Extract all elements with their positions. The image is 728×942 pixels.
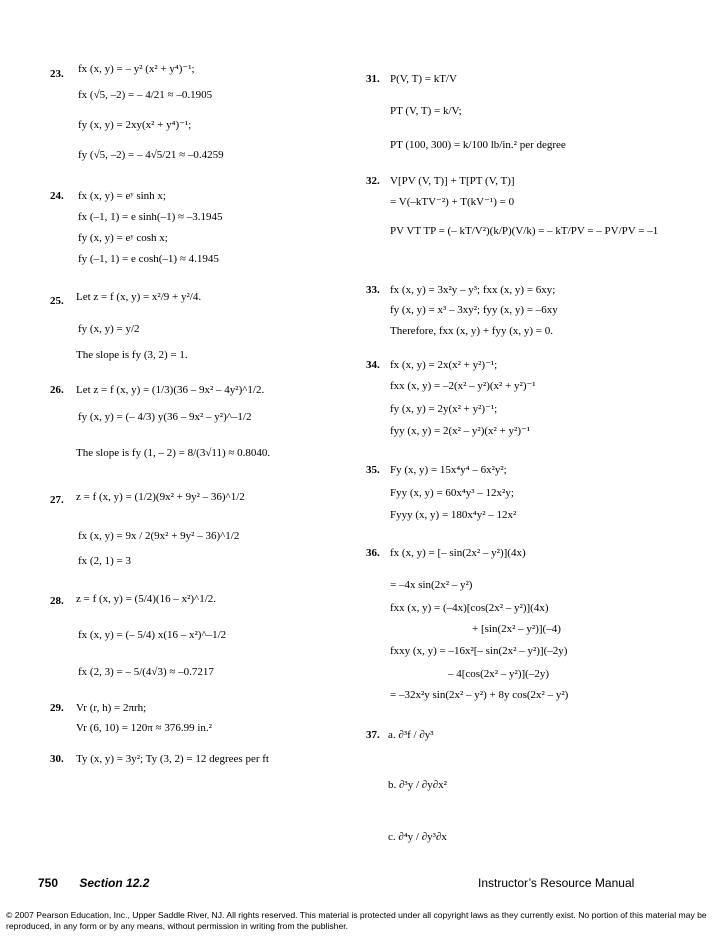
problem-number: 36. bbox=[366, 547, 380, 559]
page-footer-left bbox=[38, 876, 149, 890]
problem-number: 30. bbox=[50, 753, 64, 765]
problem-number: 29. bbox=[50, 702, 64, 714]
solution-line: P(V, T) = kT/V bbox=[390, 73, 457, 85]
problem-number: 34. bbox=[366, 359, 380, 371]
solution-line: + [sin(2x² – y²)](–4) bbox=[472, 623, 561, 635]
solution-line: Ty (x, y) = 3y²; Ty (3, 2) = 12 degrees per ft bbox=[76, 753, 269, 765]
problem-number: 31. bbox=[366, 73, 380, 85]
solution-line: – 4[cos(2x² – y²)](–2y) bbox=[448, 668, 549, 680]
solution-line: fx (x, y) = eʸ sinh x; bbox=[78, 190, 166, 202]
solution-line: fx (2, 3) = – 5/(4√3) ≈ –0.7217 bbox=[78, 666, 214, 678]
problem-number: 28. bbox=[50, 595, 64, 607]
problem-number: 25. bbox=[50, 295, 64, 307]
solution-line: Let z = f (x, y) = (1/3)(36 – 9x² – 4y²)^1/2. bbox=[76, 384, 265, 396]
solution-line: Vr (r, h) = 2πrh; bbox=[76, 702, 147, 714]
solution-line: fy (–1, 1) = e cosh(–1) ≈ 4.1945 bbox=[78, 253, 219, 265]
solution-line: Fyy (x, y) = 60x⁴y³ – 12x²y; bbox=[390, 487, 514, 499]
solution-line: PT (V, T) = k/V; bbox=[390, 105, 462, 117]
solution-line: = –32x²y sin(2x² – y²) + 8y cos(2x² – y²) bbox=[390, 689, 569, 701]
copyright-notice: © 2007 Pearson Education, Inc., Upper Saddle River, NJ. All rights reserved. This material is protected under all copyright laws as they currently exist. No portion of this material may be reproduced, in any form or by any means, without permission in writing from the publisher. bbox=[6, 910, 707, 931]
solution-line: fx (x, y) = – y² (x² + y⁴)⁻¹; bbox=[78, 63, 195, 75]
solution-line: Vr (6, 10) = 120π ≈ 376.99 in.² bbox=[76, 722, 212, 734]
solution-line: fy (x, y) = y/2 bbox=[78, 323, 140, 335]
solution-line: fxx (x, y) = –2(x² – y²)(x² + y²)⁻¹ bbox=[390, 380, 536, 392]
solution-line: fx (x, y) = 2x(x² + y²)⁻¹; bbox=[390, 359, 498, 371]
solution-line: z = f (x, y) = (1/2)(9x² + 9y² – 36)^1/2 bbox=[76, 491, 245, 503]
solution-line: fx (x, y) = 9x / 2(9x² + 9y² – 36)^1/2 bbox=[78, 530, 240, 542]
problem-number: 35. bbox=[366, 464, 380, 476]
solution-line: Let z = f (x, y) = x²/9 + y²/4. bbox=[76, 291, 202, 303]
solution-line: fy (√5, –2) = – 4√5/21 ≈ –0.4259 bbox=[78, 149, 224, 161]
solution-line: Fyyy (x, y) = 180x⁴y² – 12x² bbox=[390, 509, 517, 521]
solution-line: fx (x, y) = [– sin(2x² – y²)](4x) bbox=[390, 547, 526, 559]
solution-line: fx (√5, –2) = – 4/21 ≈ –0.1905 bbox=[78, 89, 213, 101]
solution-line: PV VT TP = (– kT/V²)(k/P)(V/k) = – kT/PV = – PV/PV = –1 bbox=[390, 225, 659, 237]
solution-line: Fy (x, y) = 15x⁴y⁴ – 6x²y²; bbox=[390, 464, 507, 476]
problem-number: 23. bbox=[50, 68, 64, 80]
solution-line: V[PV (V, T)] + T[PT (V, T)] bbox=[390, 175, 515, 187]
problem-number: 32. bbox=[366, 175, 380, 187]
solution-line: fx (x, y) = 3x²y – y³; fxx (x, y) = 6xy; bbox=[390, 284, 556, 296]
problem-number: 37. bbox=[366, 729, 380, 741]
section-label: Section 12.2 bbox=[79, 876, 150, 890]
solution-line: fy (x, y) = (– 4/3) y(36 – 9x² – y²)^–1/2 bbox=[78, 411, 252, 423]
solution-line: fy (x, y) = eʸ cosh x; bbox=[78, 232, 168, 244]
solution-line: fy (x, y) = x³ – 3xy²; fyy (x, y) = –6xy bbox=[390, 304, 558, 316]
solution-line: The slope is fy (1, – 2) = 8/(3√11) ≈ 0.8040. bbox=[76, 447, 271, 459]
solution-line: fx (–1, 1) = e sinh(–1) ≈ –3.1945 bbox=[78, 211, 223, 223]
solution-line: PT (100, 300) = k/100 lb/in.² per degree bbox=[390, 139, 566, 151]
manual-title: Instructor’s Resource Manual bbox=[478, 876, 635, 890]
solution-line: a. ∂³f / ∂y³ bbox=[388, 729, 434, 741]
solution-line: z = f (x, y) = (5/4)(16 – x²)^1/2. bbox=[76, 593, 217, 605]
problem-number: 26. bbox=[50, 384, 64, 396]
solution-line: fx (2, 1) = 3 bbox=[78, 555, 131, 567]
solution-line: fyy (x, y) = 2(x² – y²)(x² + y²)⁻¹ bbox=[390, 425, 531, 437]
solution-line: fxx (x, y) = (–4x)[cos(2x² – y²)](4x) bbox=[390, 602, 549, 614]
solution-line: fxxy (x, y) = –16x²[– sin(2x² – y²)](–2y) bbox=[390, 645, 568, 657]
problem-number: 33. bbox=[366, 284, 380, 296]
solution-line: fy (x, y) = 2y(x² + y²)⁻¹; bbox=[390, 403, 498, 415]
solution-line: c. ∂⁴y / ∂y³∂x bbox=[388, 831, 447, 843]
solution-line: fx (x, y) = (– 5/4) x(16 – x²)^–1/2 bbox=[78, 629, 227, 641]
solution-line: b. ∂³y / ∂y∂x² bbox=[388, 779, 447, 791]
problem-number: 27. bbox=[50, 494, 64, 506]
solution-line: Therefore, fxx (x, y) + fyy (x, y) = 0. bbox=[390, 325, 553, 337]
solution-line: = V(–kTV⁻²) + T(kV⁻¹) = 0 bbox=[390, 196, 515, 208]
solution-line: fy (x, y) = 2xy(x² + y⁴)⁻¹; bbox=[78, 119, 192, 131]
solution-line: = –4x sin(2x² – y²) bbox=[390, 579, 473, 591]
problem-number: 24. bbox=[50, 190, 64, 202]
solution-line: The slope is fy (3, 2) = 1. bbox=[76, 349, 188, 361]
page-number: 750 bbox=[38, 876, 59, 890]
